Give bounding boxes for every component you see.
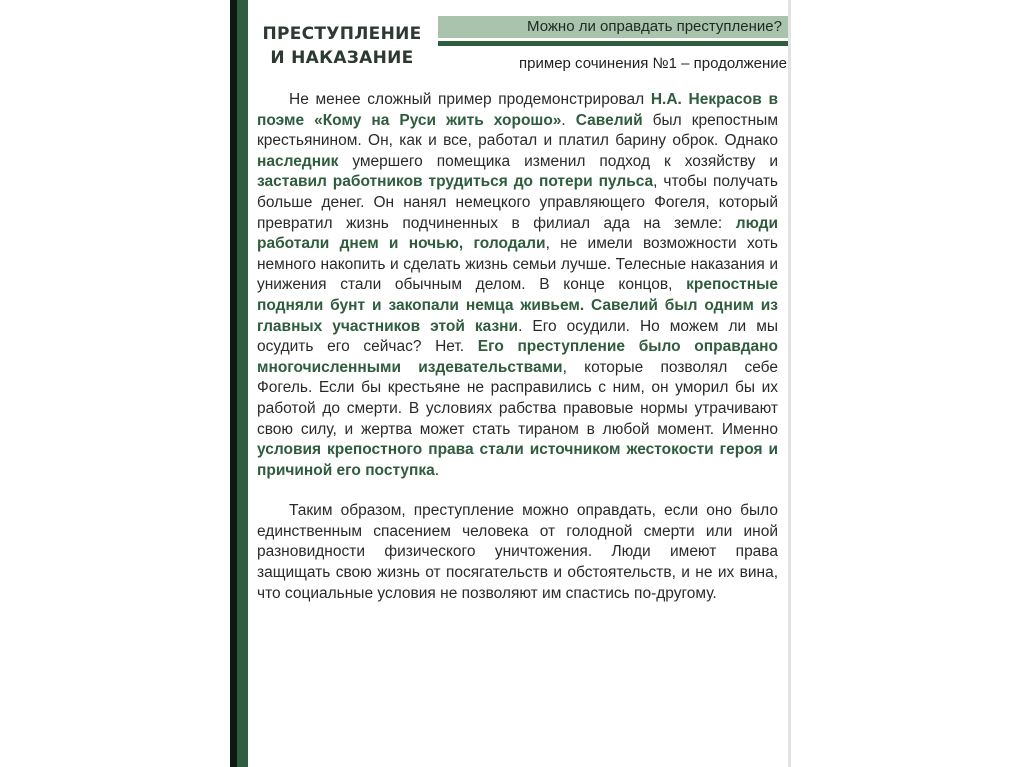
left-border-green	[237, 0, 248, 767]
page-right-edge	[788, 0, 791, 767]
text-run: умершего помещика изменил подход к хозяйству и	[338, 152, 778, 170]
title-line-1: ПРЕСТУПЛЕНИЕ	[262, 24, 422, 44]
text-run: , не имели возможности хоть немного накопить и сделать жизнь семьи лучше. Телесные наказания и унижения стали обычным делом. В конце концов,	[257, 235, 778, 294]
essay-body	[257, 90, 778, 604]
text-run: , которые позволял себе Фогель. Если бы крестьяне не расправились с ним, он уморил бы их работой до смерти. В условиях рабства правовые нормы утрачивают свою силу, и жертва может стать тираном в любой момент. Именно	[257, 358, 778, 438]
header-band	[438, 16, 788, 38]
highlighted-phrase: Савелий	[575, 111, 643, 129]
highlighted-phrase: Его преступление было оправдано многочисленными издевательствами	[257, 338, 779, 376]
text-run: , чтобы получать больше денег. Он нанял немецкого управляющего Фогеля, который превратил жизнь подчиненных в филиал ада на земле:	[257, 173, 778, 232]
highlighted-phrase: наследник	[257, 152, 339, 170]
text-run: .	[561, 111, 576, 129]
paragraph-2: Таким образом, преступление можно оправдать, если оно было единственным спасением человека от голодной смерти или иной разновидности физического уничтожения. Люди имеют права защищать свою жизнь от посягательств и обстоятельств, и не их вина, что социальные условия не позволяют им спастись по-другому.	[257, 502, 778, 602]
text-run: . Его осудили. Но можем ли мы осудить его сейчас? Нет.	[257, 317, 779, 356]
highlighted-phrase: люди работали днем и ночью, голодали	[257, 214, 778, 253]
document-title	[256, 22, 428, 70]
highlighted-phrase: крепостные подняли бунт и закопали немца живьем. Савелий был одним из главных участников этой казни	[257, 276, 778, 335]
header-question: Можно ли оправдать преступление?	[527, 18, 782, 35]
paragraph-1	[257, 90, 778, 481]
essay-subtitle: пример сочинения №1 – продолжение	[519, 55, 787, 72]
text-run: был крепостным крестьянином. Он, как и все, работал и платил барину оброк. Однако	[257, 111, 778, 150]
highlighted-phrase: условия крепостного права стали источником жестокости героя и причиной его поступка	[257, 441, 778, 479]
title-line-2: И НАКАЗАНИЕ	[270, 48, 414, 68]
left-border-dark	[230, 0, 237, 767]
text-run: Не менее сложный пример продемонстрировал	[289, 91, 651, 108]
highlighted-phrase: заставил работников трудиться до потери пульса	[257, 173, 654, 191]
highlighted-phrase: Н.А. Некрасов в поэме «Кому на Руси жить хорошо»	[257, 91, 778, 129]
header-divider	[438, 41, 788, 46]
text-run: .	[434, 461, 440, 479]
